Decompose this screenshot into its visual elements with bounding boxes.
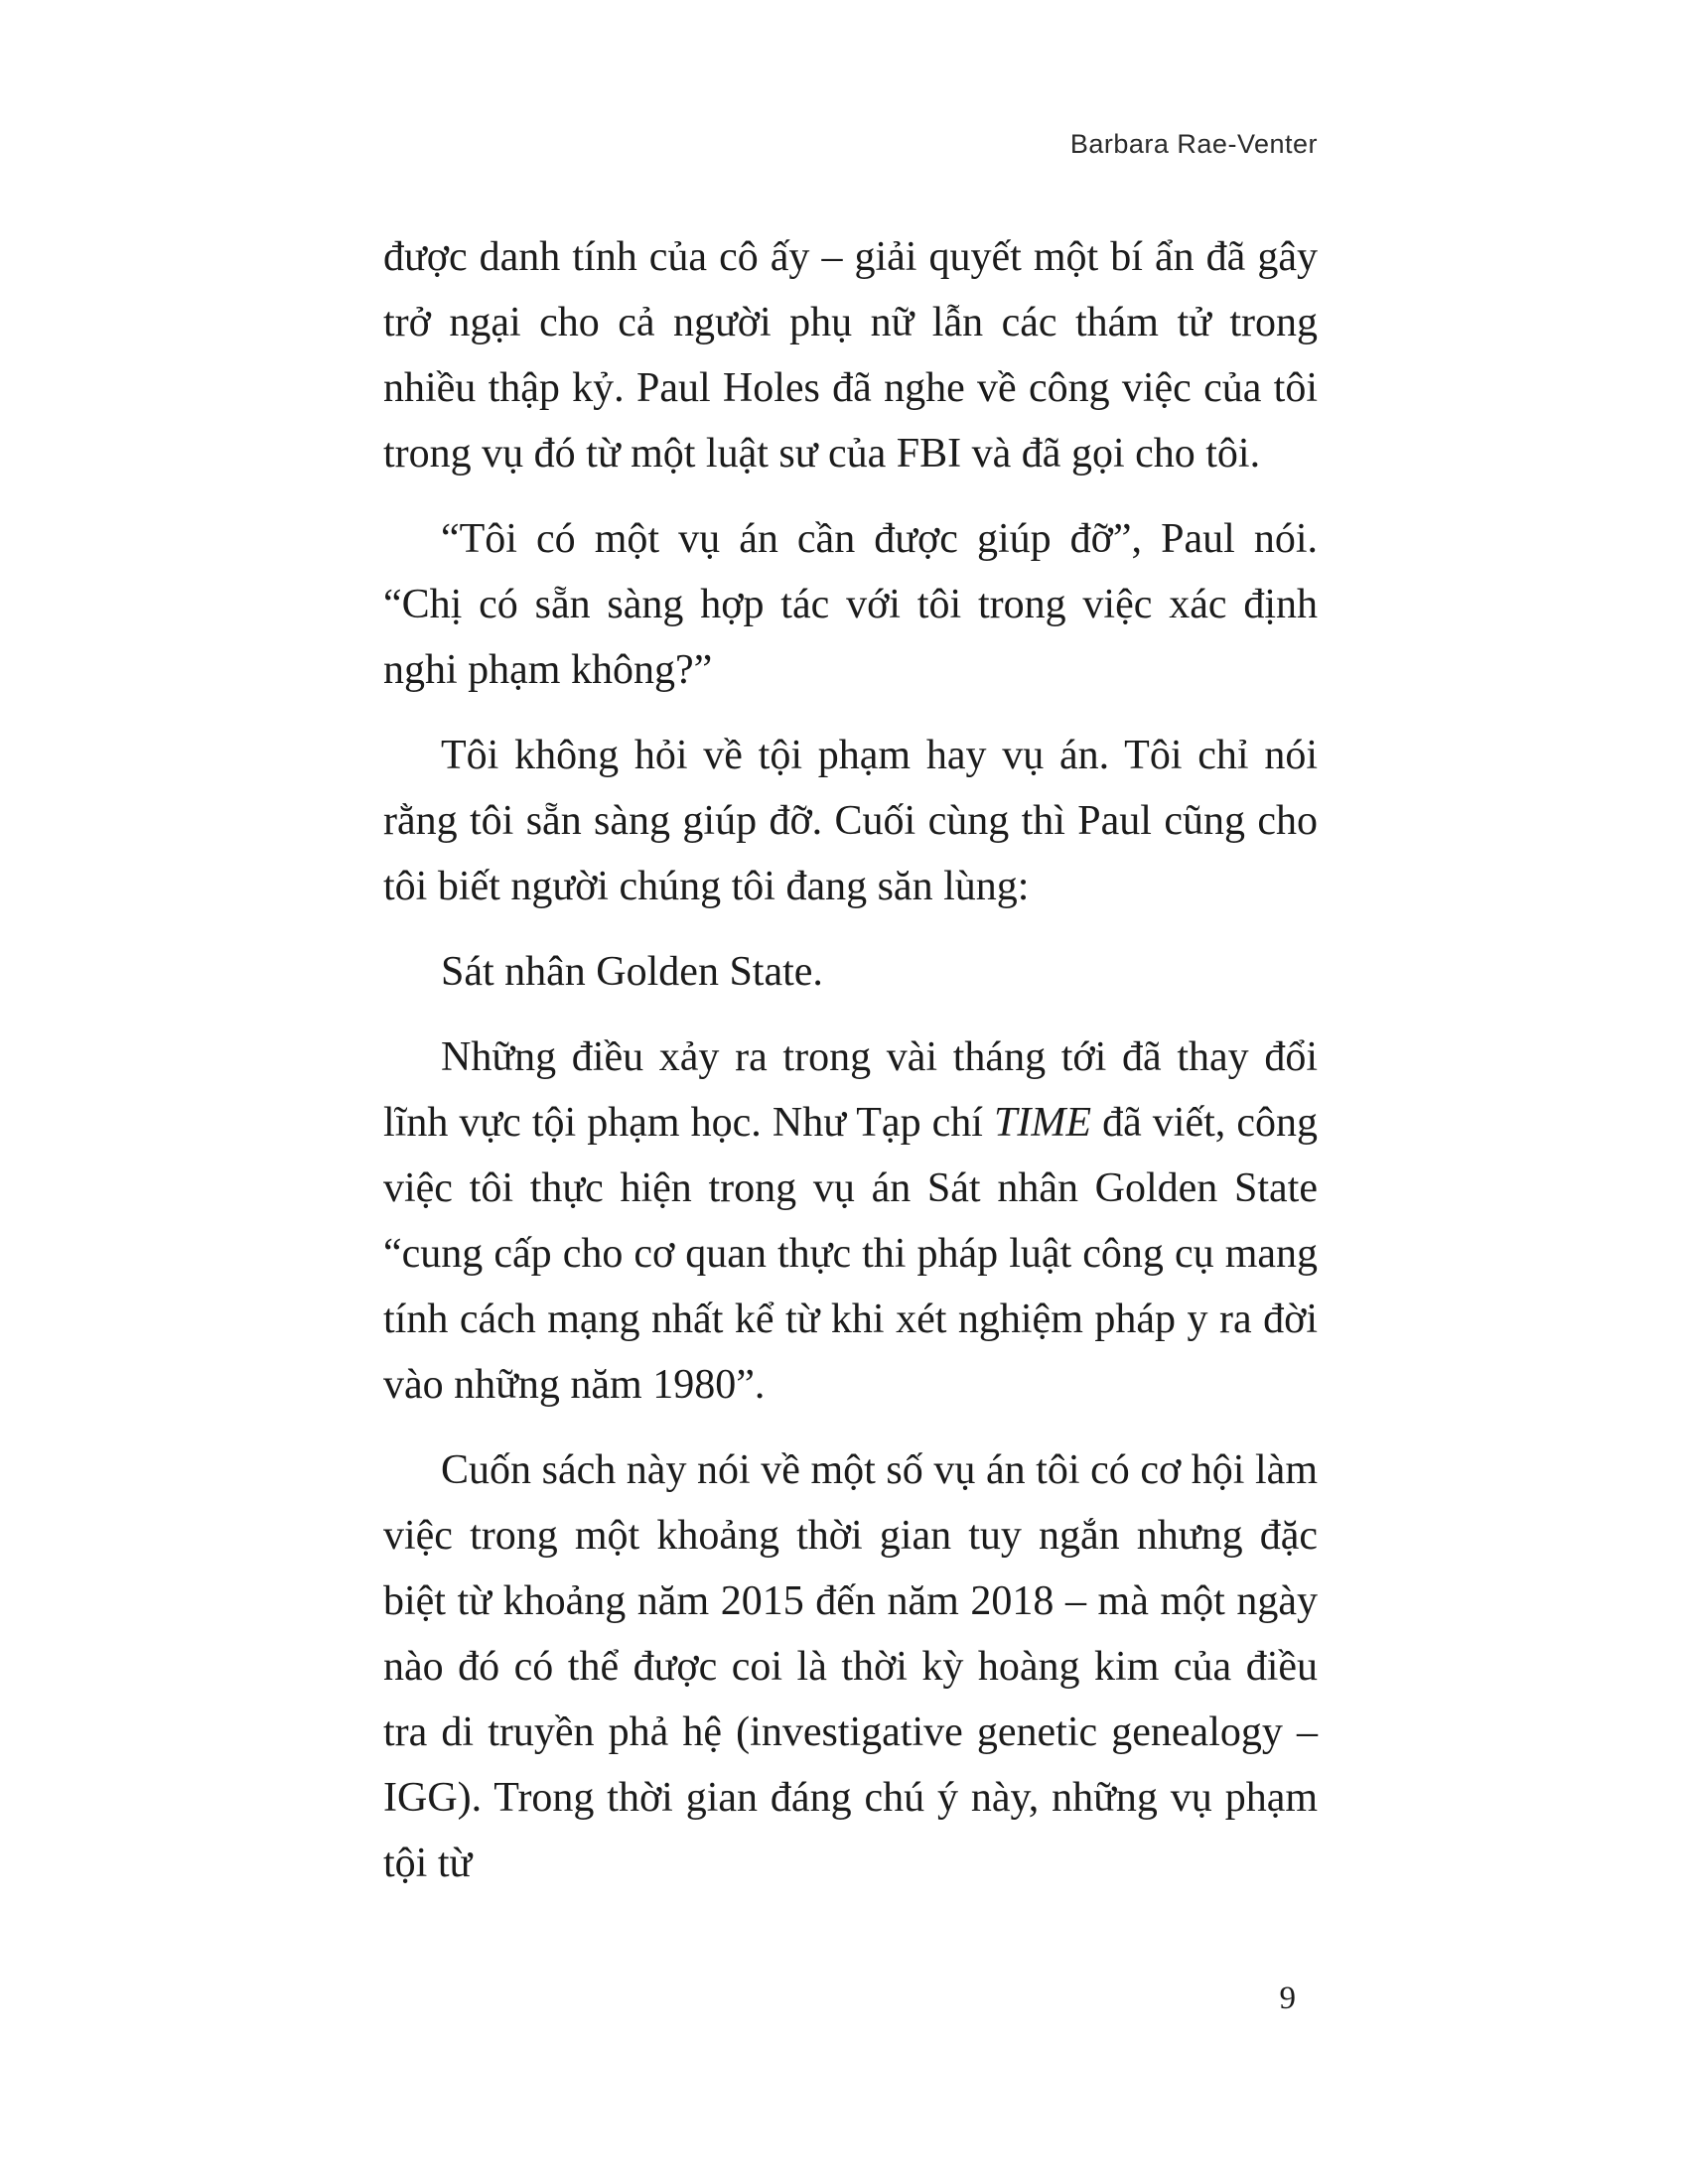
paragraph-continuation: được danh tính của cô ấy – giải quyết một bí ẩn đã gây trở ngại cho cả người phụ nữ lẫn các thám tử trong nhiều thập kỷ. Paul Holes đã nghe về công việc của tôi trong vụ đó từ một luật sư của FBI và đã gọi cho tôi. [383, 234, 1318, 477]
paragraph-dialogue-1: “Tôi có một vụ án cần được giúp đỡ”, Paul nói. “Chị có sẵn sàng hợp tác với tôi trong việc xác định nghi phạm không?” [383, 516, 1318, 693]
paragraph-segment: Những điều xảy ra trong vài tháng tới đã thay đổi lĩnh vực tội phạm học. Như Tạp chí [383, 1034, 1318, 1146]
page-content-column [383, 0, 1318, 2184]
text-block [383, 224, 1318, 1916]
paragraph-time-quote [383, 1024, 1318, 1418]
running-header-author: Barbara Rae-Venter [1069, 129, 1318, 159]
paragraph-segment: đã viết, công việc tôi thực hiện trong vụ án Sát nhân Golden State “cung cấp cho cơ quan thực thi pháp luật công cụ mang tính cách mạng nhất kể từ khi xét nghiệm pháp y ra đời vào những năm 1980”. [383, 1100, 1318, 1408]
magazine-title-italic: TIME [994, 1100, 1092, 1146]
page-number: 9 [1279, 1980, 1296, 2016]
paragraph-book-summary: Cuốn sách này nói về một số vụ án tôi có cơ hội làm việc trong một khoảng thời gian tuy ngắn nhưng đặc biệt từ khoảng năm 2015 đến năm 2018 – mà một ngày nào đó có thể được coi là thời kỳ hoàng kim của điều tra di truyền phả hệ (investigative genetic genealogy – IGG). Trong thời gian đáng chú ý này, những vụ phạm tội từ [383, 1447, 1318, 1886]
paragraph-narration-1: Tôi không hỏi về tội phạm hay vụ án. Tôi chỉ nói rằng tôi sẵn sàng giúp đỡ. Cuối cùng thì Paul cũng cho tôi biết người chúng tôi đang săn lùng: [383, 733, 1318, 909]
paragraph-golden-state: Sát nhân Golden State. [441, 949, 823, 995]
